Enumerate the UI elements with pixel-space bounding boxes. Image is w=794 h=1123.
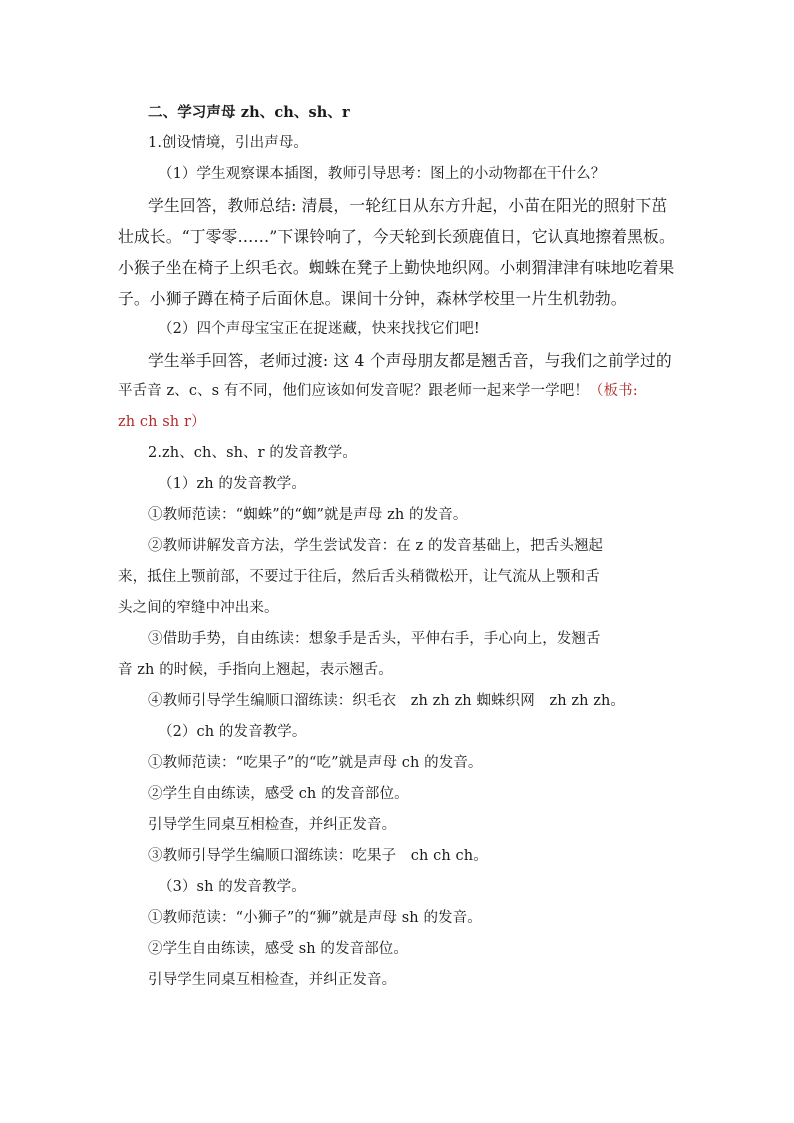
paragraph-observe: （1）学生观察课本插图，教师引导思考：图上的小动物都在干什么？ — [158, 166, 606, 182]
blackboard-note: （板书: — [588, 383, 638, 399]
paragraph-zh-gesture-line: ③借助手势，自由练读：想象手是舌头，平伸右手，手心向上，发翘舌 — [148, 631, 601, 647]
paragraph-hide-seek: （2）四个声母宝宝正在捉迷藏，快来找找它们吧! — [158, 321, 480, 337]
paragraph-zh-rhyme: ④教师引导学生编顺口溜练读：织毛衣 zh zh zh 蜘蛛织网 zh zh zh。 — [148, 693, 626, 709]
paragraph-sh-practice: ②学生自由练读，感受 sh 的发音部位。 — [148, 941, 408, 957]
paragraph-transition-line: 学生举手回答，老师过渡: 这 4 个声母朋友都是翘舌音，与我们之前学过的 — [148, 351, 672, 370]
paragraph-transition-line — [118, 376, 686, 407]
paragraph-ch-demo: ①教师范读：“吃果子”的“吃”就是声母 ch 的发音。 — [148, 755, 483, 771]
paragraph-zh-method-line: 头之间的窄缝中冲出来。 — [118, 600, 279, 616]
paragraph-pronunciation-teaching: 2.zh、ch、sh、r 的发音教学。 — [148, 445, 357, 461]
paragraph-zh-method-line: ②教师讲解发音方法，学生尝试发音：在 z 的发音基础上，把舌头翘起 — [148, 538, 604, 554]
paragraph-summary-line: 小猴子坐在椅子上织毛衣。蜘蛛在凳子上勤快地织网。小刺猬津津有味地吃着果 — [118, 258, 675, 277]
paragraph-summary-line: 学生回答，教师总结: 清晨，一轮红日从东方升起，小苗在阳光的照射下茁 — [148, 196, 668, 215]
paragraph-ch-check: 引导学生同桌互相检查，并纠正发音。 — [148, 817, 397, 833]
paragraph-zh-gesture-line: 音 zh 的时候，手指向上翘起，表示翘舌。 — [118, 662, 393, 678]
paragraph-ch-practice: ②学生自由练读，感受 ch 的发音部位。 — [148, 786, 409, 802]
paragraph-sh-check: 引导学生同桌互相检查，并纠正发音。 — [148, 972, 397, 988]
blackboard-note-continued: zh ch sh r） — [118, 414, 206, 430]
document-body — [118, 97, 686, 996]
subsection-zh: （1）zh 的发音教学。 — [158, 476, 307, 492]
paragraph-zh-method-line: 来，抵住上颚前部，不要过于往后，然后舌头稍微松开，让气流从上颚和舌 — [118, 569, 600, 585]
section-heading: 二、学习声母 zh、ch、sh、r — [148, 104, 350, 121]
subsection-sh: （3）sh 的发音教学。 — [158, 879, 306, 895]
paragraph-ch-rhyme: ③教师引导学生编顺口溜练读：吃果子 ch ch ch。 — [148, 848, 488, 864]
paragraph-sh-demo: ①教师范读：“小狮子”的“狮”就是声母 sh 的发音。 — [148, 910, 482, 926]
paragraph-zh-demo: ①教师范读：“蜘蛛”的“蜘”就是声母 zh 的发音。 — [148, 507, 468, 523]
paragraph-summary-line: 壮成长。“丁零零……”下课铃响了，今天轮到长颈鹿值日，它认真地擦着黑板。 — [118, 227, 675, 246]
paragraph-intro: 1.创设情境，引出声母。 — [148, 135, 309, 151]
paragraph-summary-line: 子。小狮子蹲在椅子后面休息。课间十分钟，森林学校里一片生机勃勃。 — [118, 289, 627, 308]
subsection-ch: （2）ch 的发音教学。 — [158, 724, 307, 740]
transition-text: 平舌音 z、c、s 有不同，他们应该如何发音呢？跟老师一起来学一学吧！ — [118, 383, 589, 399]
